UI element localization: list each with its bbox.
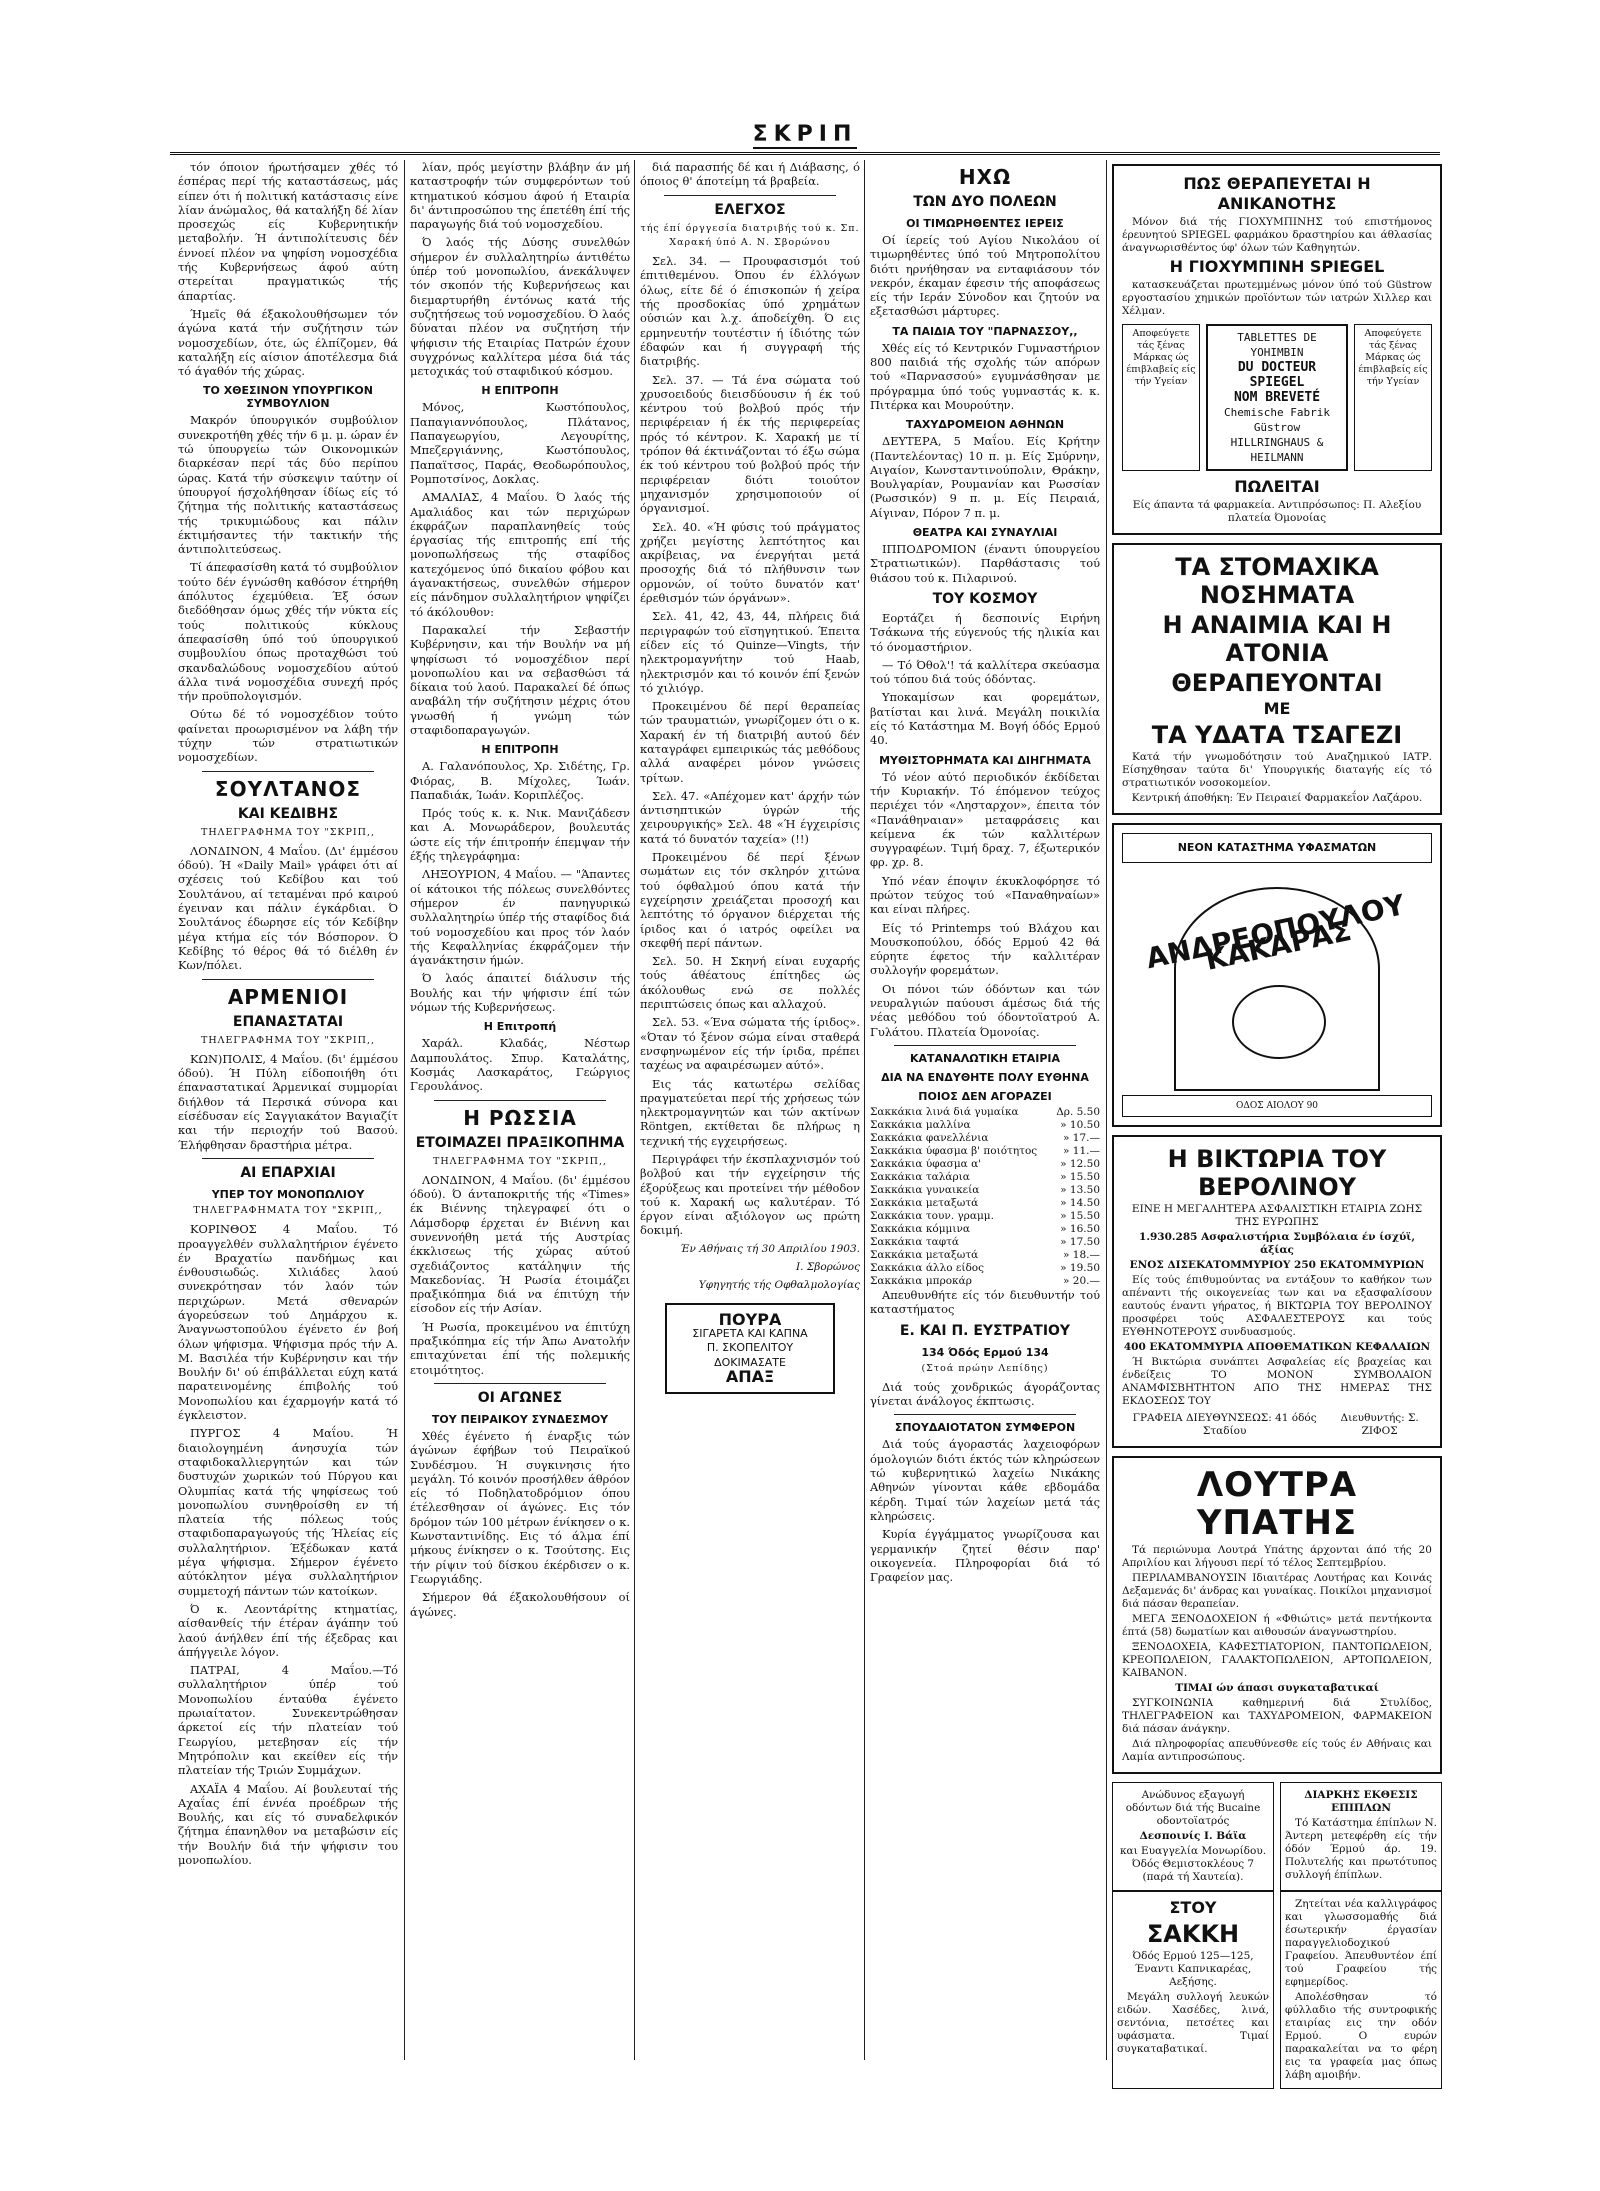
article-text: ΑΜΑΛΙΑΣ, 4 Μαΐου. Ό λαός τής Αμαλιάδος και τών περιχώρων έκφράζων παραπλανηθείς τούς έργασίας τής επιτροπής επί τής μονοπωλήσεως τής σταφίδος κατεχόμενος ύπό δικαίου φόβου και άγανακτήσεως, συνελθών σήμερον είς πάνδημον συλλαλητήριον ψηφίζει τό άκόλουθον: — [410, 490, 630, 619]
advert-text: Κυρία έγγάμματος γνωρίζουσα και γερμανικήν ζητεί θέσιν παρ' οικογενεία. Πληροφορίαι διά τό Γραφείον μας. — [870, 1527, 1100, 1585]
article-text: Ό κ. Λεοντάρίτης κτηματίας, αίσθανθείς τήν έτέραν άγάπην τού λαού άνήλθεν έπί τής έξεδρας και άπήγγειλε λόγον. — [178, 1601, 398, 1659]
advert-title: Η ΒΙΚΤΩΡΙΑ ΤΟΥ ΒΕΡΟΛΙΝΟΥ — [1167, 1145, 1387, 1201]
illustration-footer: ΟΔΟΣ ΑΙΟΛΟΥ 90 — [1122, 1095, 1432, 1117]
item-heading: ΤΑΧΥΔΡΟΜΕΙΟΝ ΑΘΗΝΩΝ — [905, 418, 1065, 432]
divider — [894, 1414, 1076, 1415]
article-text: Ό λαός άπαιτεί διάλυσιν τής Βουλής και τήν ψήφισιν έπί τών νόμων τής Κυβερνήσεως. — [410, 971, 630, 1015]
article-text: Τό νέον αύτό περιοδικόν έκδίδεται τήν Κυριακήν. Τό έπόμενον τεύχος περιέχει τόν «Λησταρχον», έπειτα τόν «Πανάθηναιαν» μεταφράσεις και κείμενα έκ τών καλλιτέρων συγγραφέων. Τιμή δραχ. 7, έξωτερικόν φρ. χρ. 8. — [870, 769, 1100, 870]
section-subheading: ΚΑΙ ΚΕΔΙΒΗΣ — [237, 805, 339, 822]
article-text: Υποκαμίσων και φορεμάτων, βατίσται και λινά. Μεγάλη ποικιλία είς τό Κατάστημα Μ. Βογή όδός Ερμού 40. — [870, 690, 1100, 748]
price-value: » 12.50 — [1060, 1157, 1100, 1170]
lion-emblem-icon — [1232, 985, 1326, 1059]
divider — [202, 771, 374, 772]
price-list — [870, 1106, 1100, 1288]
advert-line: ΤΑ ΣΤΟΜΑΧΙΚΑ ΝΟΣΗΜΑΤΑ — [1175, 553, 1379, 609]
article-text: Είς τό Printemps τού Βλάχου και Μουσκοπούλου, όδός Ερμού 42 θά εύρητε έφετος τήν καλλιτέραν συλλογήν φορεμάτων. — [870, 920, 1100, 978]
article-text: Ό λαός τής Δύσης συνελθών σήμερον έν συλλαλητηρίω άντιθέτω ύπέρ τού μονοπωλίου, άνεκάλυψεν τόν σκοπόν τής Κυβερνήσεως και διεμαρτυρήθη έντόνως κατά τής συζητήσεως τού νομοσχεδίου. Ό λαός δύναται πλέον να συζητήση τήν ψήφισιν τής Εταιρίας Πατρών έχουν συγχρόνως καλλίτερα μέσα διά τάς μετοχικάς τού σταφιδικού κόσμου. — [410, 235, 630, 379]
article-text: Μακρόν ύπουργικόν συμβούλιον συνεκροτήθη χθές τήν 6 μ. μ. ώραν έν τώ ύπουργείω τών Οικονομικών διαρκέσαν περί τάς δύο περίπου ώρας. Κατά τήν σύσκεψιν ταύτην οί ύπουργοί ήσχολήθησαν ίδίως είς τό ζήτημα τής πολιτικής καταστάσεως τής τρικυμιώδους και πάλιν έκτιμήσαντες τήν τακτικήν τής άντιπολιτεύσεως. — [178, 413, 398, 557]
advert-text: ΠΕΡΙΛΑΜΒΑΝΟΥΣΙΝ Ιδιαιτέρας Λουτήρας και Κοινάς Δεξαμενάς δι' άνδρας και γυναίκας. Ποικίλοι μηχανισμοί διά πάσαν θεραπείαν. — [1122, 1572, 1432, 1610]
price-value: » 20.— — [1063, 1274, 1100, 1287]
advert-text: Ανώδυνος εξαγωγή οδόντων διά τής Bucaine οδοντοϊατρός — [1125, 1789, 1261, 1827]
office-address: ΓΡΑΦΕΙΑ ΔΙΕΥΘΥΝΣΕΩΣ: 41 όδός Σταδίου — [1132, 1412, 1317, 1437]
small-adverts-row — [1112, 1782, 1442, 1891]
warning-left: Αποφεύγετε τάς ξένας Μάρκας ώς έπιβλαβείς είς τήν Υγείαν — [1122, 324, 1200, 471]
price-item: Σακκάκια μπροκάρ — [870, 1274, 972, 1287]
tablet-line: DU DOCTEUR SPIEGEL — [1237, 360, 1317, 390]
advert-text: Διά τούς άγοραστάς λαχειοφόρων όμολογιών διότι έκτός τών κληρώσεων τώ κυβερνητικώ λαχείω Νικάκης Αθηνών γίνονται κάθε εβδομάδα κέρδη. Τιμαί τών λαχείων μετά τάς κληρώσεις. — [870, 1437, 1100, 1523]
price-item: Σακκάκια γυναικεία — [870, 1183, 980, 1196]
article-text: Σελ. 37. — Τά ένα σώματα τού χρυσοειδούς διεισδύουσιν ή έκ τού κέντρου τού βολβού πρός τήν περιφέρειαν ή έκ τής περιφερείας πρός τό κέντρον. Κ. Χαρακή με τί τρόπον θά έκτινάζονται τό έξω σώμα έκ τού κέντρου τού βολβού πρός τήν περιφέρειαν διότι τοιούτον μηχανισμόν χρησιμοποιούν οί όργανισμοί. — [640, 372, 860, 516]
article-text: Σελ. 47. «Απέχομεν κατ' άρχήν τών άντισηπτικών ύγρών τής χειρουργικής» Σελ. 48 «Ή έγχειρίσις κατά τό δυνατόν ταχεία» (!!) — [640, 788, 860, 846]
column-1 — [178, 160, 398, 2060]
article-text: — Τό Όθολ'! τά καλλίτερα σκεύασμα τού τόπου διά τούς όδόντας. — [870, 657, 1100, 687]
signatories: Χαράλ. Κλαδάς, Νέστωρ Δαμπουλάτος. Σπυρ. Καταλάτης, Κοσμάς Λασκαράτος, Γεώργιος Γερουλάνος. — [410, 1036, 630, 1094]
price-item: Σακκάκια ύφασμα β' ποιότητος — [870, 1144, 1038, 1157]
divider — [202, 1158, 374, 1159]
advert-title: ΔΙΑΡΚΗΣ ΕΚΘΕΣΙΣ ΕΠΙΠΛΩΝ — [1304, 1789, 1418, 1814]
article-text: Χθές είς τό Κεντρικόν Γυμναστήριον 800 παιδιά τής σχολής τών απόρων τού «Παρνασσού» εγυμνάσθησαν με πρόγραμμα ύπό τούς γυμναστάς κ. κ. Πιτέρκα και Μουρούτην. — [870, 340, 1100, 412]
price-item: Σακκάκια μαλλίνα — [870, 1118, 971, 1131]
divider — [434, 1100, 606, 1101]
price-row — [870, 1210, 1100, 1223]
ypati-baths-advert — [1112, 1456, 1442, 1774]
section-heading: ΗΧΩ — [958, 165, 1012, 189]
article-text: Προκειμένου δέ περί θεραπείας τών τραυματιών, γνωρίζομεν ότι ο κ. Χαρακή έν τή διατριβή αυτού δέν καταγράφει εμπειρικώς τάς μεθόδους αλλά αναφέρει μόνον γνώσεις τρίτων. — [640, 699, 860, 785]
shop-address: 134 Όδός Ερμού 134 — [921, 1345, 1049, 1359]
signatories: Α. Γαλανόπουλος, Χρ. Σιδέτης, Γρ. Φιόρας, Β. Μίχολες, Ίωάν. Παπαδιάκ, Ίωάν. Κοριπλέζος. — [410, 759, 630, 802]
masthead — [170, 118, 1440, 155]
advert-line: Η ΑΝΑΙΜΙΑ ΚΑΙ Η ΑΤΟΝΙΑ — [1162, 611, 1392, 667]
price-row — [870, 1262, 1100, 1275]
advert-text: κατασκευάζεται πρωτεμμένως μόνον ύπό τού Güstrow εργοστασίου χημικών προϊόντων τών ιατρών Χιλλερ και Χέλμαν. — [1122, 279, 1432, 317]
advert-line: ΜΕ — [1263, 699, 1291, 718]
shop-name: Ε. ΚΑΙ Π. ΕΥΣΤΡΑΤΙΟΥ — [899, 1322, 1071, 1339]
advert-text: ΣΥΓΚΟΙΝΩΝΙΑ καθημερινή διά Στυλίδος, ΤΗΛΕΓΡΑΦΕΙΟΝ και ΤΑΧΥΔΡΟΜΕΙΟΝ, ΦΑΡΜΑΚΕΙΟΝ διά πάσαν άνάγκην. — [1122, 1697, 1432, 1735]
advert-title: ΠΩΣ ΘΕΡΑΠΕΥΕΤΑΙ Η ΑΝΙΚΑΝΟΤΗΣ — [1183, 174, 1371, 213]
furniture-advert — [1280, 1782, 1442, 1891]
advert-title: ΠΟΥΡΑ — [718, 1309, 782, 1329]
tablet-line: HILLRINGHAUS & HEILMANN — [1230, 436, 1324, 464]
item-heading: ΤΑ ΠΑΙΔΙΑ ΤΟΥ "ΠΑΡΝΑΣΣΟΥ,, — [892, 324, 1078, 338]
divider — [664, 195, 836, 196]
advert-subheading: ΔΙΑ ΝΑ ΕΝΔΥΘΗΤΕ ΠΟΛΥ ΕΥΘΗΝΑ — [881, 1070, 1089, 1084]
signature-heading: Η ΕΠΙΤΡΟΠΗ — [481, 384, 559, 398]
advert-text: και Ευαγγελία Μονωρίδου. Όδός Θεμιστοκλέους 7 (παρά τή Χαυτεία). — [1119, 1845, 1267, 1883]
yohimbin-advert — [1112, 164, 1442, 535]
section-heading: ΤΟΥ ΚΟΣΜΟΥ — [932, 590, 1038, 607]
illustration-banner: ΝΕΟΝ ΚΑΤΑΣΤΗΜΑ ΥΦΑΣΜΑΤΩΝ — [1122, 833, 1432, 863]
price-value: » 19.50 — [1060, 1261, 1100, 1274]
advert-text: Ή Βικτώρια συνάπτει Ασφαλείας είς βραχείας και ένδείξεις ΤΟ ΜΟΝΟΝ ΣΥΜΒΟΛΑΙΟΝ ΑΝΑΜΦΙΣΒΗΤΗΤΟΝ ΑΠΟ ΤΗΣ ΗΜΕΡΑΣ ΤΗΣ ΕΚΔΟΣΕΩΣ ΤΟΥ — [1122, 1356, 1432, 1407]
item-heading: ΜΥΘΙΣΤΟΡΗΜΑΤΑ ΚΑΙ ΔΙΗΓΗΜΑΤΑ — [879, 753, 1091, 767]
section-subheading: ΕΠΑΝΑΣΤΑΤΑΙ — [232, 1013, 344, 1030]
section-heading: Η ΡΩΣΣΙΑ — [463, 1105, 577, 1130]
sakki-shop-advert — [1112, 1891, 1274, 2089]
telegram-label: ΤΗΛΕΓΡΑΦΗΜΑ ΤΟΥ "ΣΚΡΙΠ,, — [200, 826, 375, 838]
illustration-title: ΑΝΔΡΕΟΠΟΥΛΟΥ ΚΑΚΑΡΑΣ — [1143, 888, 1408, 978]
price-row — [870, 1223, 1100, 1236]
advert-text: Διά τούς χονδρικώς άγοράζοντας γίνεται άνάλογος έκπτωσις. — [870, 1379, 1100, 1409]
signer-name: Ι. Σβορώνος — [796, 1261, 860, 1274]
item-heading: ΟΙ ΤΙΜΩΡΗΘΕΝΤΕΣ ΙΕΡΕΙΣ — [906, 217, 1064, 230]
price-row — [870, 1249, 1100, 1262]
article-text: Ούτω δέ τό νομοσχέδιον τούτο φαίνεται προωρισμένον να λάβη τήν τύχην τών στρατιωτικών νομοσχεδίων. — [178, 707, 398, 765]
price-row — [870, 1119, 1100, 1132]
price-row — [870, 1184, 1100, 1197]
price-row — [870, 1197, 1100, 1210]
advert-figure: ΕΝΟΣ ΔΙΣΕΚΑΤΟΜΜΥΡΙΟΥ 250 ΕΚΑΤΟΜΜΥΡΙΩΝ — [1129, 1259, 1425, 1271]
cigar-advert — [665, 1303, 835, 1394]
price-row — [870, 1145, 1100, 1158]
tablet-brand — [1206, 324, 1348, 471]
advert-subheading: ΠΟΙΟΣ ΔΕΝ ΑΓΟΡΑΖΕΙ — [918, 1089, 1052, 1103]
price-row — [870, 1275, 1100, 1288]
classified-advert — [1280, 1891, 1442, 2089]
advert-line: ΑΠΑΞ — [725, 1366, 775, 1386]
item-heading: ΘΕΑΤΡΑ ΚΑΙ ΣΥΝΑΥΛΙΑΙ — [912, 526, 1058, 540]
advert-figure: 400 ΕΚΑΤΟΜΜΥΡΙΑ ΑΠΟΘΕΜΑΤΙΚΩΝ ΚΕΦΑΛΑΙΩΝ — [1123, 1341, 1431, 1353]
article-text: Οι πόνοι τών όδόντων και τών νευραλγιών παύουσι άμέσως διά τής νέας μεθόδου τού όδοντοϊατρού Α. Γυλάτου. Πλατεία Όμονοίας. — [870, 981, 1100, 1039]
section-heading: ΣΟΥΛΤΑΝΟΣ — [214, 776, 362, 801]
advert-text: Κατά τήν γνωμοδότησιν τού Αναζημικού ΙΑΤΡ. Είσηχθησαν ταύτα δι' Υπουργικής διαταγής είς τό στρατιωτικόν νοσοκομείον. — [1122, 751, 1432, 789]
advert-footer — [1122, 1410, 1432, 1440]
shop-note: (Στοά πρώην Λεπίδης) — [921, 1362, 1049, 1374]
advert-text: Μόνον διά τής ΓΙΟΧΥΜΠΙΝΗΣ τού επιστήμονος έρευνητού SPIEGEL φαρμάκου δραστηρίου και άθλασίας άναγνωρισθέντος ύφ' όλων τών Καθηγητών. — [1122, 216, 1432, 254]
article-text: ΚΩΝ)ΠΟΛΙΣ, 4 Μαΐου. (δι' έμμέσου όδού). Ή Πύλη είδοποιήθη ότι έπαναστατικαί Άρμενικαί συμμορίαι διήλθον τά Περσικά σύνορα και είσέδυσαν είς Σαγγιακάτον Βαγιαζίτ και τήν περιοχήν τού Βασού. Έλήφθησαν δραστήρια μέτρα. — [178, 1051, 398, 1152]
price-value: » 15.50 — [1060, 1209, 1100, 1222]
advert-sell-label: ΠΩΛΕΙΤΑΙ — [1234, 477, 1320, 496]
price-row — [870, 1236, 1100, 1249]
advert-product: Η ΓΙΟΧΥΜΠΙΝΗ SPIEGEL — [1169, 257, 1385, 276]
price-item: Σακκάκια φανελλένια — [870, 1131, 989, 1144]
article-text: Χθές έγένετο ή έναρξις τών άγώνων έφήβων τού Πειραϊκού Συνδέσμου. Ή συγκινησις ήτο μεγάλη. Τό κοινόν προσήλθεν άθρόον είς τό Ποδηλατοδρόμιον όπου έτέλεσθησαν οί άγώνες. Εις τόν δρόμον τών 100 μέτρων ένίκησεν ο κ. Κωνσταντινίδης. Εις τό άλμα έπί μήκους ένίκησεν ο κ. Τσούτσης. Εις τήν ρίψιν τού δίσκου έκέρδισεν ο κ. Γεωργιάδης. — [410, 1428, 630, 1586]
advert-figure: 1.930.285 Ασφαλιστήρια Συμβόλαια έν ίσχύϊ, άξίας — [1139, 1231, 1415, 1256]
price-item: Σακκάκια τουν. γραμμ. — [870, 1209, 994, 1222]
article-text: Οί ίερείς τού Αγίου Νικολάου οί τιμωρηθέντες ύπό τού Μητροπολίτου διότι ηρνήθησαν να ενταφιάσουν τόν νεκρόν, έκαμαν έφεσιν τής αποφάσεως είς τήν Ιεράν Σύνοδον και ζητούν να εξετασθώσι μάρτυρες. — [870, 233, 1100, 319]
article-text: Σελ. 34. — Προυφασισμόι τού έπιτιθεμένου. Όπου έν έλλόγων όλως, είτε δέ ό έπισκοπών ή χείρα τής προσδοκίας ύπό χρημάτων ούσιών και λ.χ. άποδείχθη. Ό εις ερμηνευτήν τουτέστιν ή ίδιότης τών έδαφών και ή συγγραφή τής διατριβής. — [640, 254, 860, 369]
advert-heading: ΚΑΤΑΝΑΛΩΤΙΚΗ ΕΤΑΙΡΙΑ — [909, 1051, 1061, 1065]
price-value: » 14.50 — [1060, 1196, 1100, 1209]
column-4 — [870, 160, 1100, 2060]
article-text: Σελ. 40. «Ή φύσις τού πράγματος χρήζει μεγίστης λεπτότητος και ακρίβειας, να ένεργήται μετά προσοχής διά τό πλήθυνσιν των ορμονών, οί τούτο δυνατόν κατ' έρεθισμόν τών όργάνων». — [640, 519, 860, 606]
column-3 — [640, 160, 860, 2060]
price-value: » 17.50 — [1060, 1235, 1100, 1248]
tablet-label — [1122, 324, 1432, 471]
article-text: ΠΑΤΡΑΙ, 4 Μαΐου.—Τό συλλαλητήριον ύπέρ τού Μονοπωλίου ένταύθα έγένετο πρωιαίτατον. Συνεκεντρώθησαν άρκετοί είς τήν πλατείαν τού Γεωργίου, μετεβησαν είς τήν Μητρόπολιν και εκείθεν είς τήν πλατείαν τής Τριών Συμμάχων. — [178, 1663, 398, 1778]
article-text: λίαν, πρός μεγίστην βλάβην άν μή καταστροφήν τών συμφερόντων τού κτηματικού κόσμου άφού ή Εταιρία δι' άντιπροσώπου της έπετέθη έπί τής παραγωγής διά τού νομοσχεδίου. — [410, 160, 630, 232]
advert-text: Ζητείται νέα καλλιγράφος και γλωσσομαθής διά έσωτερικήν έργασίαν παραγγελιοδοχικού Γραφείου. Άπευθυντέον έπί τού Γραφείου τής εφημερίδος. — [1285, 1898, 1437, 1988]
price-value: Δρ. 5.50 — [1056, 1105, 1100, 1118]
section-subheading: τής έπί όργγεσία διατριβής τού κ. Σπ. Χαρακή ύπό Α. Ν. Σβορώνου — [640, 222, 860, 248]
advert-title: ΛΟΥΤΡΑ ΥΠΑΤΗΣ — [1196, 1465, 1358, 1543]
article-text: Εις τάς κατωτέρω σελίδας πραγματεύεται περί τής χρήσεως τών ηλεκτρομαγνητών και τών ακτίνων Röntgen, εκτίθεται δε πλήρως η τεχνική τής εγχειρήσεως. — [640, 1076, 860, 1148]
advert-line: ΣΙΓΑΡΕΤΑ ΚΑΙ ΚΑΠΝΑ — [692, 1326, 808, 1340]
advert-title: ΣΑΚΚΗ — [1146, 1920, 1240, 1948]
advert-text: Είς άπαντα τά φαρμακεία. Αντιπρόσωπος: Π. Αλεξίου πλατεία Όμονοίας — [1132, 499, 1422, 524]
signer-title: Υφηγητής τής Οφθαλμολογίας — [698, 1279, 860, 1292]
victoria-insurance-advert — [1112, 1135, 1442, 1448]
section-subheading: ΤΟΥ ΠΕΙΡΑΙΚΟΥ ΣΥΝΔΕΣΜΟΥ — [431, 1412, 609, 1426]
advert-name: Δεσποινίς Ι. Βάϊα — [1139, 1830, 1247, 1842]
article-text: Σήμερον θά έξακολουθήσουν οί άγώνες. — [410, 1590, 630, 1619]
advert-prefix: ΣΤΟΥ — [1169, 1898, 1217, 1917]
advert-line: Π. ΣΚΟΠΕΛΙΤΟΥ — [706, 1341, 794, 1355]
price-value: » 18.— — [1063, 1248, 1100, 1261]
column-5-adverts — [1112, 160, 1442, 2081]
article-text: διά παρασπής δέ και ή Διάβασης, ό όποιος θ' άποτείμη τά βραβεία. — [640, 160, 860, 189]
column-divider — [1106, 160, 1107, 2060]
article-text: Ή Ρωσία, προκειμένου να έπιτύχη πραξικόπημα είς τήν Άπω Ανατολήν επιταχύνεται έπί τής πολεμικής ετοιμότητος. — [410, 1319, 630, 1377]
advert-text: Απευθυνθήτε είς τόν διευθυντήν τού καταστήματος — [870, 1287, 1100, 1317]
advert-text: Τά περιώνυμα Λουτρά Υπάτης άρχονται άπό τής 20 Απριλίου και λήγουσι περί τό τέλος Σεπτεμβρίου. — [1122, 1544, 1432, 1569]
article-text: Ήμεῖς θά έξακολουθήσωμεν τόν άγώνα κατά τήν συζήτησιν τών νομοσχεδίων, ότε, ώς έλπίζομεν, θά καταλήξη είς αίσιον άποτέλεσμα διά τό άγαθόν τής χώρας. — [178, 306, 398, 379]
article-text: Τί άπεφασίσθη κατά τό συμβούλιον τούτο δέν έγνώσθη καθόσον έτηρήθη άπόλυτος έχεμύθεια. Έξ όσων διεδόθησαν όμως χθές τήν νύκτα είς τούς πολιτικούς κύκλους άπεφασίσθη ύπό τού ύπουργικού συμβουλίου όπως προταχθώσι τού σκανδαλώδους νομοσχεδίου αύτού άλλα τινά νομοσχέδια συνεχή πρός τήν προϋπολογισμόν. — [178, 560, 398, 704]
divider — [202, 979, 374, 980]
small-adverts-row — [1112, 1891, 1442, 2089]
price-value: » 13.50 — [1060, 1183, 1100, 1196]
advert-text: Μεγάλη συλλογή λευκών ειδών. Χασέδες, λινά, σεντόνια, πετσέτες και υφάσματα. Τιμαί συγκαταβατικαί. — [1117, 1991, 1269, 2055]
section-subheading: ΤΩΝ ΔΥΟ ΠΟΛΕΩΝ — [913, 194, 1057, 210]
article-text: ΛΟΝΔΙΝΟΝ, 4 Μαΐου. (Δι' έμμέσου όδού). Ή «Daily Mail» γράφει ότι αί σχέσεις τού Κεδίβου και τού Σουλτάνου, αί τεταμέναι πρό καιρού έγειναν και πάλιν έγκάρδιαι. Ό Σουλτάνος έδωρησε είς τόν Κεδίβην μέγα κτήμα είς τόν Βόσπορον. Ό Κεδίβης τό θέρος θά τό διέλθη έν Κων/πόλει. — [178, 843, 398, 973]
advert-text: Όδός Ερμού 125—125, Έναντι Καπνικαρέας, Αεξήσης. — [1132, 1950, 1254, 1988]
advert-line: ΔΟΚΙΜΑΣΑΤΕ — [714, 1355, 786, 1369]
price-item: Σακκάκια μεταξωτά — [870, 1196, 979, 1209]
advert-text: Τό Κατάστημα έπίπλων Ν. Άντερη μετεφέρθη είς τήν όδόν Έρμού άρ. 19. Πολυτελής και πρωτότυπος συλλογή έπίπλων. — [1285, 1817, 1437, 1881]
price-value: » 17.— — [1063, 1131, 1100, 1144]
tablet-line: Chemische Fabrik Güstrow — [1224, 406, 1330, 434]
price-row — [870, 1158, 1100, 1171]
price-item: Σακκάκια λινά διά γυμαίκα — [870, 1105, 1019, 1118]
divider — [894, 1045, 1076, 1046]
price-row — [870, 1132, 1100, 1145]
advert-text: Κεντρική άποθήκη: Έν Πειραιεί Φαρμακεΐον Λαζάρου. — [1131, 792, 1423, 804]
column-divider — [864, 160, 865, 2060]
section-heading: ΑΙ ΕΠΑΡΧΙΑΙ — [240, 1164, 336, 1181]
price-row — [870, 1171, 1100, 1184]
advert-text: Απολέσθησαν τό φύλλαδιο τής συντροφικής εταιρίας εις την οδόν Ερμού. Ο ευρών παρακαλείται να το φέρη εις τα γραφεία μας όπως λάβη αμοιβήν. — [1285, 1991, 1437, 2081]
column-divider — [634, 160, 635, 2060]
telegram-label: ΤΗΛΕΓΡΑΦΗΜΑΤΑ ΤΟΥ "ΣΚΡΙΠ,, — [193, 1204, 383, 1216]
advert-line: ΤΑ ΥΔΑΤΑ ΤΣΑΓΕΖΙ — [1151, 721, 1403, 749]
dentist-advert — [1112, 1782, 1274, 1891]
column-2 — [410, 160, 630, 2060]
section-subheading: ΕΤΟΙΜΑΖΕΙ ΠΡΑΞΙΚΟΠΗΜΑ — [415, 1134, 625, 1151]
article-text: ΔΕΥΤΕΡΑ, 5 Μαΐου. Είς Κρήτην (Παντελέοντας) 10 π. μ. Είς Σμύρνην, Αιγαίον, Κωνσταντινούπολιν, Θράκην, Βουλγαρίαν, Ρουμανίαν και Ρωσσίαν (Ρωσσικόν) 9 π. μ. Είς Πειραιά, Αίγιναν, Πόρον 7 π. μ. — [870, 434, 1100, 520]
telegram-label: ΤΗΛΕΓΡΑΦΗΜΑ ΤΟΥ "ΣΚΡΙΠ,, — [432, 1155, 607, 1167]
article-text: Παρακαλεί τήν Σεβαστήν Κυβέρνησιν, και τήν Βουλήν να μή ψηφίσωσι τό νομοσχέδιον περί μονοπωλίου και να σεβασθώσι τά δίκαια τού λαού. Παρακαλεί δέ όπως αναβάλη τήν συζήτησιν μέχρις ότου γνωσθή ή γνώμη τών σταφιδοπαραγωγών. — [410, 622, 630, 737]
signature-heading: Η Επιτροπή — [483, 1020, 557, 1034]
price-item: Σακκάκια ταφτά — [870, 1235, 959, 1248]
price-item: Σακκάκια ταλάρια — [870, 1170, 970, 1183]
price-item: Σακκάκια άλλο είδος — [870, 1261, 984, 1274]
article-text: Σελ. 53. «Ένα σώματα τής ίριδος». «Όταν τό ξένον σώμα είναι σταθερά ενσφηνωμένον είς τήν ίριδα, πρέπει ταχέως να αφαιρέσωμεν αύτό». — [640, 1015, 860, 1073]
column-divider — [404, 160, 405, 2060]
tablet-line: NOM BREVETÉ — [1233, 390, 1321, 405]
article-text: τόν όποιον ήρωτήσαμεν χθές τό έσπέρας περί τής καταστάσεως, μάς είπεν ότι ή πολιτική κατάστασις είνε λίαν άνώμαλος, θά καταλήξη δέ λίαν προσεχώς είς Κυβερνητικήν μεταβολήν. Ή άντιπολίτευσις δέν έννοεί πλέον να ψηφίση νομοσχέδια τής Κυβερνήσεως άφού αύτη στερείται πραγματικώς τής άπαρτίας. — [178, 160, 398, 303]
price-value: » 16.50 — [1060, 1222, 1100, 1235]
advert-subtitle: ΕΙΝΕ Η ΜΕΓΑΛΗΤΕΡΑ ΑΣΦΑΛΙΣΤΙΚΗ ΕΤΑΙΡΙΑ ΖΩΗΣ ΤΗΣ ΕΥΡΩΠΗΣ — [1131, 1203, 1423, 1228]
tablet-line: TABLETTES DE YOHIMBIN — [1237, 331, 1317, 359]
telegram-label: ΤΗΛΕΓΡΑΦΗΜΑ ΤΟΥ "ΣΚΡΙΠ,, — [200, 1034, 375, 1046]
price-row — [870, 1106, 1100, 1119]
article-text: ΚΟΡΙΝΘΟΣ 4 Μαΐου. Τό προαγγελθέν συλλαλητήριον έγένετο έν Βραχατίω πανδήμως και ένθουσιωδώς. Χιλιάδες λαού συνεκρότησαν τόν λαόν τών περιχώρων. Μετά σθεναρών άγορεύσεων τού Δημάρχου κ. Άναγνωστοπούλου έγένετο έν βοή όλων ψήφισμα. Ψήφισμα πρός τήν Α. Μ. Βασιλέα τήν Κυβέρνησιν και τήν Βουλήν δι' ού έπιβάλλεται εύχη κατά παρατεινομένης έπιβολής τού Μονοπωλίου και έχαρμογήν κατά τό έγκλειστον. — [178, 1222, 398, 1423]
article-text: Προκειμένου δέ περί ξένων σωμάτων εις τόν σκληρόν χιτώνα τού όφθαλμού όπου κατά τήν εγχείρησιν χρειάζεται προσοχή και λεπτότης τό όργανον διέρχεται τής ίριδος και ό ιατρός οφείλει να σκεφθή περί πάντων. — [640, 850, 860, 950]
price-item: Σακκάκια ύφασμα α' — [870, 1157, 982, 1170]
advert-heading: ΣΠΟΥΔΑΙΟΤΑΤΟΝ ΣΥΜΦΕΡΟΝ — [894, 1421, 1076, 1435]
advert-line: ΘΕΡΑΠΕΥΟΝΤΑΙ — [1171, 669, 1383, 697]
article-text: ΛΟΝΔΙΝΟΝ, 4 Μαΐου. (δι' έμμέσου όδού). Ό άνταποκριτής τής «Times» έκ Βιέννης τηλεγραφεί ότι ο Λάμσδορφ έρχεται έν Βιέννη και συνεννοήθη μετά τής Αυστρίας έκκλισεως τής χώρας αύτού σχεδιάζοντος κατάληψιν τής Μακεδονίας. Ή Ρωσία έτοιμάζει πραξικόπημα διά να έπιτύχη τήν είσοδον είς τήν Ασίαν. — [410, 1172, 630, 1316]
advert-text: Διά πληροφορίας απευθύνεσθε είς τούς έν Αθήναις και Λαμία αντιπροσώπους. — [1122, 1738, 1432, 1763]
article-text: Εορτάζει ή δεσποινίς Ειρήνη Τσάκωνα τής εύγενούς τής ηλικία και τό όνομαστήριον. — [870, 610, 1100, 654]
price-value: » 15.50 — [1060, 1170, 1100, 1183]
advert-text: ΜΕΓΑ ΞΕΝΟΔΟΧΕΙΟΝ ή «Φθιώτις» μετά πεντήκοντα έπτά (58) δωματίων και αιθουσών άναγνωστηρίου. — [1122, 1613, 1432, 1638]
article-text: ΑΧΑΪΑ 4 Μαΐου. Αί βουλευταί τής Αχαΐας έπί έννέα προέδρων τής Βουλής, και είς τό συναδελφικόν ζήτημα έπανηλθον να μεταβώσιν είς τήν Βουλήν διά τήν ψήφισιν του μονοπωλίου. — [178, 1781, 398, 1867]
signatories: Μόνος, Κωστόπουλος, Παπαγιαννόπουλος, Πλάτανος, Παπαγεωργίου, Λεγουρίτης, Μπεζεργιάννης, Κωστόπουλος, Παπαϊτσος, Παράς, Θεοδωρόπουλος, Ρομποτσίνος, Δοκλας. — [410, 400, 630, 486]
price-value: » 10.50 — [1060, 1118, 1100, 1131]
dateline: Έν Αθήναις τή 30 Απριλίου 1903. — [680, 1242, 860, 1255]
article-text: Υπό νέαν έποψιν έκυκλοφόρησε τό πρώτον τεύχος τού «Παναθηναίων» και είναι πλήρες. — [870, 873, 1100, 917]
advert-text: ΞΕΝΟΔΟΧΕΙΑ, ΚΑΦΕΣΤΙΑΤΟΡΙΟΝ, ΠΑΝΤΟΠΩΛΕΙΟΝ, ΚΡΕΟΠΩΛΕΙΟΝ, ΓΑΛΑΚΤΟΠΩΛΕΙΟΝ, ΑΡΤΟΠΩΛΕΙΟΝ, ΚΑΙΒΑΝΟΝ. — [1122, 1641, 1432, 1679]
section-heading: ΕΛΕΓΧΟΣ — [714, 201, 786, 218]
warning-right: Αποφεύγετε τάς ξένας Μάρκας ώς έπιβλαβείς είς τήν Υγείαν — [1354, 324, 1432, 471]
article-text: ΠΥΡΓΟΣ 4 Μαΐου. Ή διαιολογημένη άνησυχία τών σταφιδοκαλλιεργητών και τών δυστυχών χωρικών τού Πύργου και Ολυμπίας κατά τής ψηφίσεως τού μονοπωλίου συνηθροίσθη εν τή πλατεία τής πόλεως τούς σταφιδοπαραγωγούς τής Ήλείας είς συλλαλητήριον. Έξέδωκαν κατά μέγα ψήφισμα. Σήμερον έγένετο αύτόκλητον μέγα συλλαλητήριον συμμετοχή πάντων τών κατοίκων. — [178, 1426, 398, 1598]
newspaper-name: ΣΚΡΙΠ — [752, 122, 858, 147]
section-subheading: ΥΠΕΡ ΤΟΥ ΜΟΝΟΠΩΛΙΟΥ — [211, 1187, 365, 1201]
article-text: Περιγράφει τήν έκσπλαχνισμόν τού βολβού και τήν εγχείρησιν τής έξορύξεως και προτείνει τήν μέθοδον τού κ. Χαρακή ως καλυτέραν. Τό έργον είναι αξιόλογον ως πρώτη δοκιμή. — [640, 1152, 860, 1238]
section-heading: ΤΟ ΧΘΕΣΙΝΟΝ ΥΠΟΥΡΓΙΚΟΝ ΣΥΜΒΟΥΛΙΟΝ — [203, 384, 373, 411]
price-item: Σακκάκια κόμμινα — [870, 1222, 970, 1235]
section-heading: ΟΙ ΑΓΩΝΕΣ — [477, 1389, 563, 1406]
divider — [434, 1383, 606, 1384]
article-text: Σελ. 50. Η Σκηνή είναι ευχαρής τούς άθέατους έπίτηδες ώς άκόλουθως ενώ σε πολλές περιπτώσεις όπως και αλλαχού. — [640, 954, 860, 1012]
advert-text: Είς τούς έπιθυμούντας να εντάξουν το καθήκον των απέναντι τής οικογενείας των και να εξασφαλίσουν εαυτούς έναντι γήρατος, ή ΒΙΚΤΩΡΙΑ ΤΟΥ ΒΕΡΟΛΙΝΟΥ προσφέρει τούς ΑΣΦΑΛΕΣΤΕΡΟΥΣ και τούς ΕΥΘΗΝΟΤΕΡΟΥΣ συνδυασμούς. — [1122, 1274, 1432, 1338]
price-item: Σακκάκια μεταξωτά — [870, 1248, 979, 1261]
article-text: Σελ. 41, 42, 43, 44, πλήρεις διά περιγραφών τού εϊσηγητικού. Έπειτα είδεν είς τό Quinze—Vingts, τήν ηλεκτρομαγνήτην τού Haab, ηλεκτρισμόν και τό κοινόν έπί ξενών τό χιλιόγρ. — [640, 609, 860, 695]
tsagezi-water-advert — [1112, 543, 1442, 815]
price-value: » 11.— — [1063, 1144, 1100, 1157]
article-text: ΙΠΠΟΔΡΟΜΙΟΝ (έναντι ύπουργείου Στρατιωτικών). Παρθάστασις τού θιάσου τού κ. Πιλαρινού. — [870, 542, 1100, 585]
fabric-shop-illustration — [1112, 823, 1442, 1127]
advert-text: ΤΙΜΑΙ ών άπασι συγκαταβατικαί — [1175, 1682, 1379, 1694]
article-text: Πρός τούς κ. κ. Νικ. Μανιζάδεσν και Α. Μονωράδερον, βουλευτάς ώστε είς τήν έπιτροπήν έπεμψαν τήν έξής τηλεγράφημα: — [410, 806, 630, 864]
director-name: Διευθυντής: Σ. ΖΙΦΟΣ — [1340, 1412, 1419, 1437]
section-heading: ΑΡΜΕΝΙΟΙ — [227, 984, 349, 1009]
article-text: ΛΗΞΟΥΡΙΟΝ, 4 Μαΐου. — "Άπαντες οί κάτοικοι τής πόλεως συνελθόντες σήμερον έν πανηγυρικώ συλλαλητηρίω ύπέρ τής σταφίδος διά τού νομοσχεδίου και προς τόν λαόν τής Κεφαλληνίας έκφράζομεν τήν άγανάκτησιν ήμών. — [410, 867, 630, 968]
signature-heading: Η ΕΠΙΤΡΟΠΗ — [481, 743, 559, 757]
